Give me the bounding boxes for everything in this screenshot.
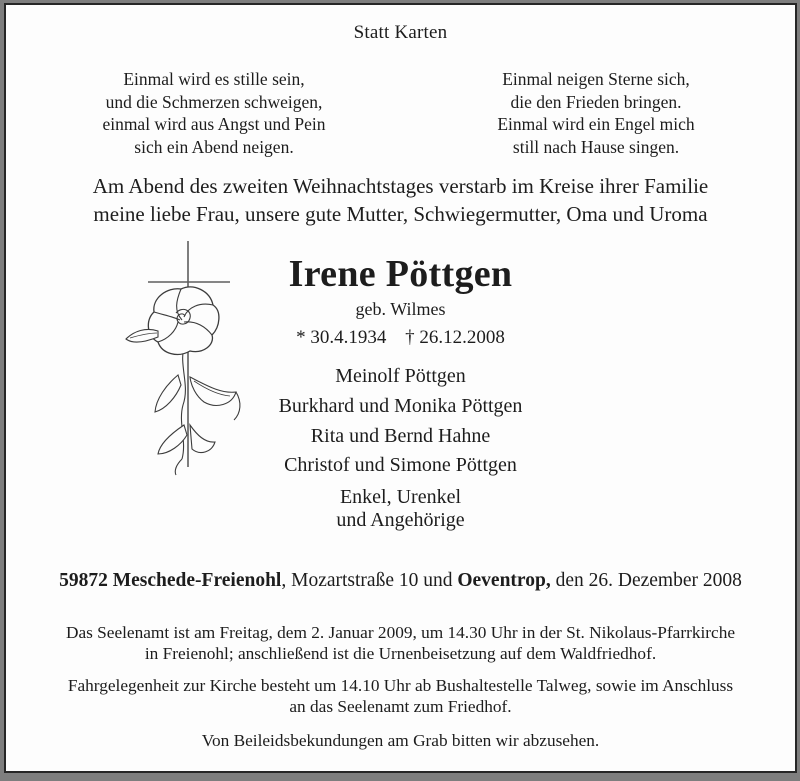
poem-line: einmal wird aus Angst und Pein: [102, 114, 326, 134]
poem-line: Einmal neigen Sterne sich,: [502, 69, 690, 89]
mourner-name: Rita und Bernd Hahne: [310, 424, 491, 447]
deceased-dates: [6, 327, 795, 349]
place-date-line: [6, 570, 795, 592]
place-primary: 59872 Meschede-Freienohl: [59, 570, 282, 591]
birth-date: * 30.4.1934: [296, 327, 387, 348]
poem-line: die den Frieden bringen.: [510, 91, 682, 112]
service-line: Das Seelenamt ist am Freitag, dem 2. Januar 2009, um 14.30 Uhr in der St. Nikolaus-Pfarrkirche: [65, 623, 736, 642]
deceased-block: [6, 253, 795, 349]
notice-header: Statt Karten: [353, 22, 448, 43]
service-info: [6, 622, 795, 665]
condolence-note: Von Beileidsbekundungen am Grab bitten wir abzusehen.: [201, 731, 600, 750]
death-date: † 26.12.2008: [405, 327, 505, 348]
transport-info: [6, 675, 795, 718]
mourners-closing-line: und Angehörige: [336, 509, 465, 532]
service-line: in Freienohl; anschließend ist die Urnenbeisetzung auf dem Waldfriedhof.: [144, 644, 657, 664]
mourner-name: Burkhard und Monika Pöttgen: [278, 394, 523, 417]
mourner-name: Christof und Simone Pöttgen: [284, 454, 517, 477]
poem-left: [54, 68, 374, 158]
intro-text: [6, 172, 795, 228]
poem-line: Einmal wird es stille sein,: [123, 69, 305, 89]
street-text: , Mozartstraße 10 und: [281, 570, 458, 591]
date-text: den 26. Dezember 2008: [550, 570, 742, 591]
poem-line: sich ein Abend neigen.: [134, 136, 294, 157]
transport-line: Fahrgelegenheit zur Kirche besteht um 14.10 Uhr ab Bushaltestelle Talweg, sowie im Anschluss: [67, 676, 734, 695]
poem-right: [428, 68, 764, 158]
mourners-closing-line: Enkel, Urenkel: [339, 486, 462, 508]
mourners-closing: [6, 486, 795, 532]
obituary-notice: [4, 3, 797, 773]
place-secondary: Oeventrop,: [457, 570, 551, 591]
transport-line: an das Seelenamt zum Friedhof.: [289, 697, 512, 717]
mourners-list: [6, 362, 795, 481]
poem-line: still nach Hause singen.: [512, 136, 680, 157]
poem-line: und die Schmerzen schweigen,: [105, 91, 323, 112]
intro-line: Am Abend des zweiten Weihnachtstages verstarb im Kreise ihrer Familie: [92, 174, 709, 198]
mourner-name: Meinolf Pöttgen: [335, 365, 466, 387]
poem-line: Einmal wird ein Engel mich: [497, 114, 695, 134]
deceased-name: Irene Pöttgen: [288, 253, 513, 295]
intro-line: meine liebe Frau, unsere gute Mutter, Schwiegermutter, Oma und Uroma: [93, 202, 708, 226]
deceased-maiden-name: geb. Wilmes: [355, 299, 446, 319]
